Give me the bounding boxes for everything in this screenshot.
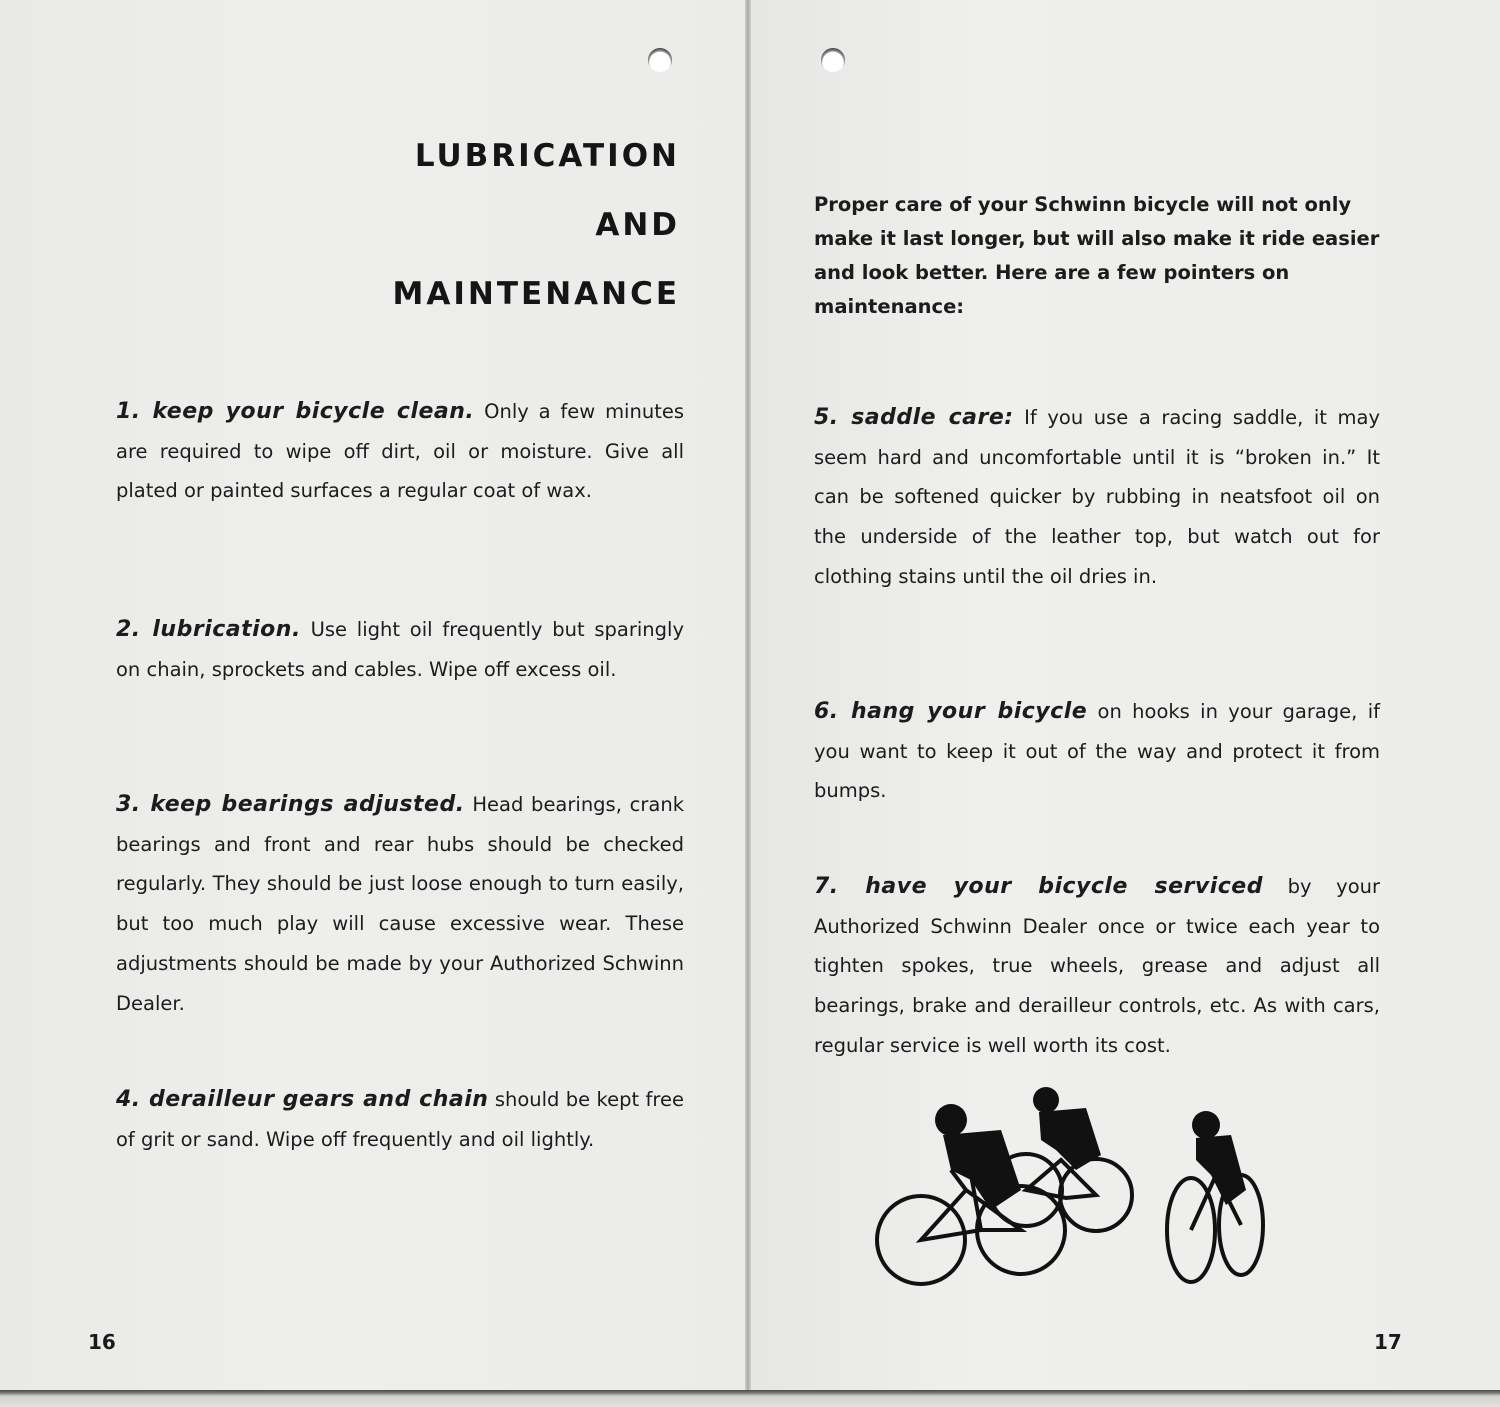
tip-4-body: should be kept free of grit or sand. Wipe off frequently and oil lightly.	[116, 1088, 684, 1151]
tip-1-heading: 1. keep your bicycle clean.	[116, 399, 475, 424]
tip-2	[116, 610, 684, 689]
tip-7-body: by your Authorized Schwinn Dealer once or twice each year to tighten spokes, true wheels, grease and adjust all bearings, brake and derailleur controls, etc. As with cars, regular service is well worth its cost.	[814, 875, 1381, 1057]
tip-1	[116, 392, 684, 511]
page-number-right: 17	[1374, 1330, 1402, 1354]
tip-5	[814, 398, 1380, 597]
tip-5-body: If you use a racing saddle, it may seem hard and uncomfortable until it is “broken in.” It can be softened quicker by rubbing in neatsfoot oil on the underside of the leather top, but watch out for clothing stains until the oil dries in.	[814, 406, 1380, 588]
tip-2-heading: 2. lubrication.	[116, 617, 301, 642]
tip-7-heading: 7. have your bicycle serviced	[814, 874, 1263, 899]
tip-4-heading: 4. derailleur gears and chain	[116, 1087, 489, 1112]
binder-hole-icon	[648, 48, 672, 72]
tip-2-body: Use light oil frequently but sparingly on chain, sprockets and cables. Wipe off excess oil.	[116, 618, 685, 681]
tip-3	[116, 785, 684, 1023]
title-line-2: AND	[595, 207, 680, 243]
book-bottom-edge	[0, 1390, 1500, 1407]
tip-7	[814, 867, 1380, 1066]
tip-6	[814, 692, 1380, 811]
intro-paragraph: Proper care of your Schwinn bicycle will not only make it last longer, but will also make it ride easier and look better. Here are a few pointers on maintenance:	[814, 193, 1380, 318]
left-page	[0, 0, 748, 1392]
tip-6-heading: 6. hang your bicycle	[814, 699, 1088, 724]
page-number-left: 16	[88, 1330, 116, 1354]
title-line-3: MAINTENANCE	[392, 276, 680, 312]
three-cyclists-icon	[871, 1080, 1291, 1310]
tip-6-body: on hooks in your garage, if you want to keep it out of the way and protect it from bumps.	[814, 700, 1380, 803]
tip-3-heading: 3. keep bearings adjusted.	[116, 792, 465, 817]
tip-3-body: Head bearings, crank bearings and front and rear hubs should be checked regularly. They should be just loose enough to turn easily, but too much play will cause excessive wear. These adjustments should be made by your Authorized Schwinn Dealer.	[116, 793, 684, 1015]
page-title	[180, 138, 680, 345]
title-line-1: LUBRICATION	[414, 138, 680, 174]
tip-5-heading: 5. saddle care:	[814, 405, 1014, 430]
tip-1-body: Only a few minutes are required to wipe off dirt, oil or moisture. Give all plated or painted surfaces a regular coat of wax.	[116, 400, 684, 503]
right-page	[751, 0, 1500, 1392]
tip-4	[116, 1080, 684, 1159]
binder-hole-icon	[821, 48, 845, 72]
